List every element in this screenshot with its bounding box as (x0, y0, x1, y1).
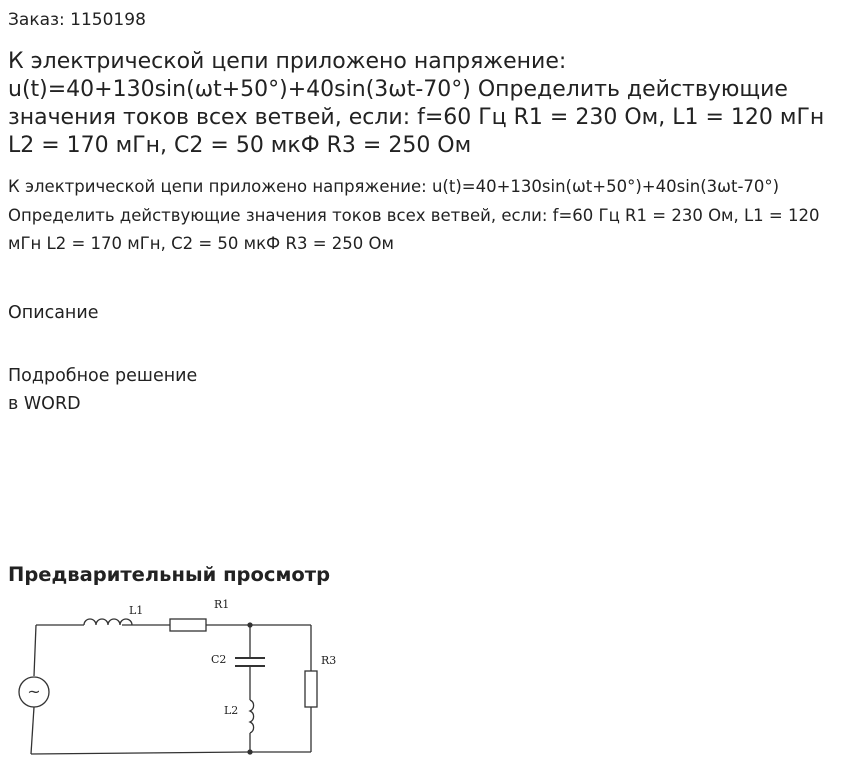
problem-text: К электрической цепи приложено напряжение: u(t)=40+130sin(ωt+50°)+40sin(3ωt-70°) Определить действующие значения токов всех ветвей, если: f=60 Гц R1 = 230 Ом, L1 = 120 мГн L2 = 170 мГн, C2 = 50 мкФ R3 = 250 Ом (8, 177, 820, 253)
description-text (8, 362, 197, 418)
inductor-l2 (250, 700, 254, 733)
label-l2: L2 (224, 704, 239, 717)
resistor-r3 (305, 671, 317, 707)
circuit-preview-image (12, 596, 342, 768)
wire-bottom (31, 752, 311, 754)
order-number: Заказ: 1150198 (8, 10, 146, 30)
label-c2: C2 (211, 653, 227, 666)
circuit-diagram (12, 596, 342, 768)
description-line-2: в WORD (8, 394, 81, 414)
description-label: Описание (8, 303, 99, 323)
description-line-1: Подробное решение (8, 366, 198, 386)
preview-heading: Предварительный просмотр (8, 563, 331, 586)
label-r3: R3 (321, 654, 337, 667)
label-r1: R1 (214, 598, 230, 611)
inductor-l1 (84, 619, 132, 625)
resistor-r1 (170, 619, 206, 631)
source-symbol: ~ (27, 682, 41, 701)
label-l1: L1 (129, 604, 144, 617)
page-title: К электрической цепи приложено напряжение: u(t)=40+130sin(ωt+50°)+40sin(3ωt-70°) Определить действующие значения токов всех ветвей, если: f=60 Гц R1 = 230 Ом, L1 = 120 мГн L2 = 170 мГн, C2 = 50 мкФ R3 = 250 Ом (8, 49, 825, 158)
wire-left-bottom (31, 707, 34, 754)
wire-left-top (34, 625, 36, 676)
